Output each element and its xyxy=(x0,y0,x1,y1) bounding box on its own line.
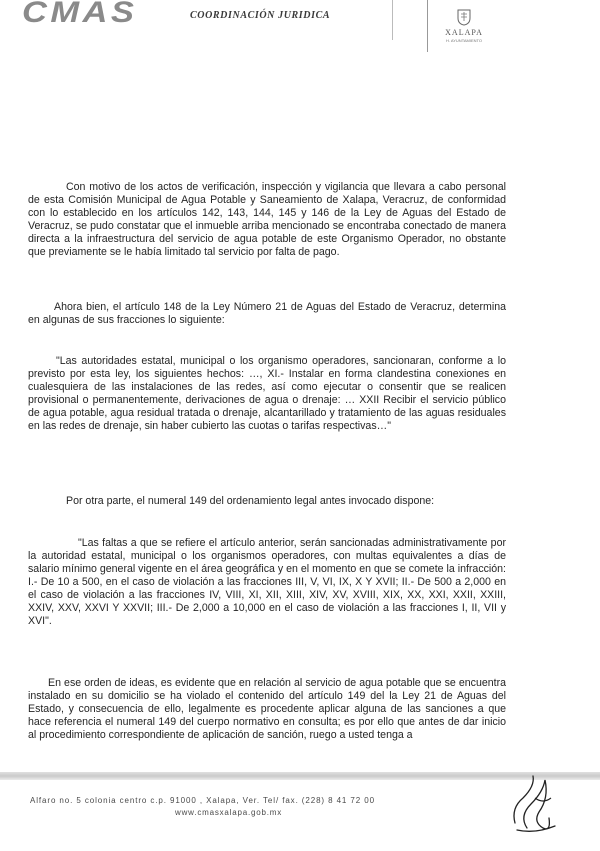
header-title: COORDINACIÓN JURIDICA xyxy=(190,10,331,21)
quote-article-149: "Las faltas a que se refiere el artículo anterior, serán sancionadas administrativamente por la autoridad estatal, municipal o los organismos operadores, con multas equivalentes a días de salario mínimo general vigente en el área geográfica y en el momento en que se comete la infracción: I.- De 10 a 500, en el caso de violación a las fracciones III, V, VI, IX, X Y XVII; II.- De 500 a 2,000 en el caso de violación a las fracciones IV, VIII, XI, XII, XIII, XIV, XV, XVIII, XIX, XX, XXI, XXII, XXIII, XXIV, XXV, XXVI Y XXVII; III.- De 2,000 a 10,000 en el caso de violación a las fracciones I, II, VII y XVI". xyxy=(28,536,506,627)
paragraph-conclusion: En ese orden de ideas, es evidente que en relación al servicio de agua potable que se encuentra instalado en su domicilio se ha violado el contenido del artículo 149 del la Ley 21 de Aguas del Estado, y consecuencia de ello, legalmente es procedente aplicar alguna de las sanciones a que hace referencia el numeral 149 del cuerpo normativo en consulta; es por ello que antes de dar inicio al procedimiento correspondiente de aplicación de sanción, ruego a usted tenga a xyxy=(28,676,506,741)
signature-mark xyxy=(505,768,565,838)
footer-address: Alfaro no. 5 colonia centro c.p. 91000 , Xalapa, Ver. Tel/ fax. (228) 8 41 72 00 xyxy=(30,796,375,805)
seal-name: XALAPA xyxy=(445,28,483,37)
seal-subtitle: H. AYUNTAMIENTO xyxy=(445,38,482,43)
header-divider-left xyxy=(392,0,393,40)
paragraph-verification: Con motivo de los actos de verificación, inspección y vigilancia que llevara a cabo personal de esta Comisión Municipal de Agua Potable y Saneamiento de Xalapa, Veracruz, de conformidad con lo establecido en los artículos 142, 143, 144, 145 y 146 de la Ley de Aguas del Estado de Veracruz, se pudo constatar que el inmueble arriba mencionado se encontraba conectado de manera directa a la infraestructura del servicio de agua potable de este Organismo Operador, no obstante que previamente se le había limitado tal servicio por falta de pago. xyxy=(28,180,506,258)
quote-article-148: "Las autoridades estatal, municipal o los organismo operadores, sancionaran, conforme a lo previsto por esta ley, los siguientes hechos: …, XI.- Instalar en forma clandestina conexiones en cualesquiera de las instalaciones de las redes, así como ejecutar o consentir que se realicen provisional o permanentemente, derivaciones de agua o drenaje: … XXII Recibir el servicio público de agua potable, agua residual tratada o drenaje, alcantarillado y tratamiento de las aguas residuales en las redes de drenaje, sin haber cubierto las cuotas o tarifas respectivas…" xyxy=(28,354,506,432)
xalapa-seal xyxy=(442,8,486,43)
cmas-logo: CMAS xyxy=(22,0,138,29)
paragraph-article-148: Ahora bien, el artículo 148 de la Ley Número 21 de Aguas del Estado de Veracruz, determina en algunas de sus fracciones lo siguiente: xyxy=(28,300,506,326)
header-divider-right xyxy=(427,0,428,52)
paragraph-article-149: Por otra parte, el numeral 149 del ordenamiento legal antes invocado dispone: xyxy=(66,494,435,507)
xalapa-seal-icon xyxy=(456,8,472,26)
footer-website: www.cmasxalapa.gob.mx xyxy=(175,808,283,817)
